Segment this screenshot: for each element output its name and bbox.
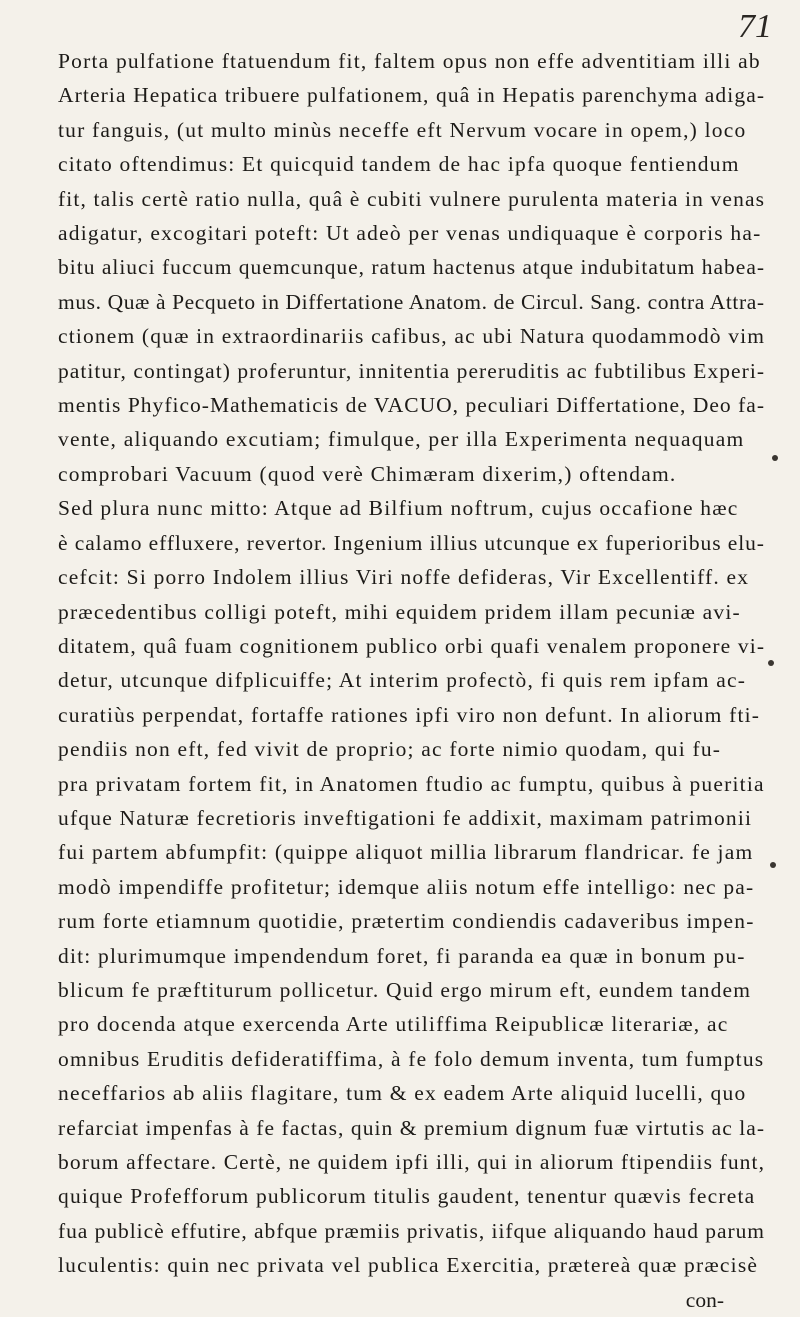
text-line: rum forte etiamnum quotidie, prætertim condiendis cadaveribus impen- [58,909,755,934]
text-line: borum affectare. Certè, ne quidem ipfi illi, qui in aliorum ftipendiis funt, [58,1150,766,1174]
text-line: vente, aliquando excutiam; fimulque, per illa Experimenta nequaquam [58,427,745,452]
margin-mark [768,660,774,666]
text-line: fit, talis certè ratio nulla, quâ è cubiti vulnere purulenta materia in venas [58,186,766,211]
text-line: patitur, contingat) proferuntur, innitentia pereruditis ac fubtilibus Experi- [58,358,766,383]
text-line: ctionem (quæ in extraordinariis cafibus, ac ubi Natura quodammodò vim [58,324,766,349]
text-line: quique Profefforum publicorum titulis gaudent, tenentur quævis fecreta [58,1184,756,1209]
margin-mark [770,862,776,868]
text-line: ufque Naturæ fecretioris inveftigationi fe addixit, maximam patrimonii [58,805,753,830]
text-line: fui partem abfumpfit: (quippe aliquot millia librarum flandricar. fe jam [58,840,754,865]
text-line: curatiùs perpendat, fortaffe rationes ipfi viro non defunt. In aliorum fti- [58,702,761,727]
text-line: Sed plura nunc mitto: Atque ad Bilfium noftrum, cujus occafione hæc [58,496,739,521]
text-line: adigatur, excogitari poteft: Ut adeò per venas undiquaque è corporis ha- [58,221,762,246]
text-line: comprobari Vacuum (quod verè Chimæram dixerim,) oftendam. [58,461,677,486]
text-line: pro docenda atque exercenda Arte utiliffima Reipublicæ literariæ, ac [58,1012,729,1037]
text-line: bitu aliuci fuccum quemcunque, ratum hactenus atque indubitatum habea- [58,255,766,280]
margin-mark [772,455,778,461]
text-line: detur, utcunque difplicuiffe; At interim profectò, fi quis rem ipfam ac- [58,668,747,693]
text-line: è calamo effluxere, revertor. Ingenium illius utcunque ex fuperioribus elu- [58,530,765,555]
text-line: tur fanguis, (ut multo minùs neceffe eft Nervum vocare in opem,) loco [58,117,747,142]
text-line: mentis Phyfico-Mathematicis de VACUO, peculiari Differtatione, Deo fa- [58,393,765,418]
text-line: ditatem, quâ fuam cognitionem publico orbi quafi venalem proponere vi- [58,633,766,658]
text-line: dit: plurimumque impendendum foret, fi paranda ea quæ in bonum pu- [58,943,746,968]
text-line: mus. Quæ à Pecqueto in Differtatione Anatom. de Circul. Sang. contra Attra- [58,289,765,314]
text-line: refarciat impenfas à fe factas, quin & premium dignum fuæ virtutis ac la- [58,1115,766,1140]
text-line: pra privatam fortem fit, in Anatomen ftudio ac fumptu, quibus à pueritia [58,771,765,796]
text-line: Porta pulfatione ftatuendum fit, faltem opus non effe adventitiam illi ab [58,49,761,73]
text-line: luculentis: quin nec privata vel publica Exercitia, prætereà quæ præcisè [58,1253,759,1278]
text-line: pendiis non eft, fed vivit de proprio; ac forte nimio quodam, qui fu- [58,737,722,762]
catchword: con- [685,1287,724,1312]
body-text [58,44,764,1317]
text-line: fua publicè effutire, abfque præmiis privatis, iifque aliquando haud parum [58,1218,765,1243]
text-line: omnibus Eruditis defideratiffima, à fe folo demum inventa, tum fumptus [58,1046,765,1071]
text-line: modò impendiffe profitetur; idemque aliis notum effe intelligo: nec pa- [58,874,755,899]
text-line: neceffarios ab aliis flagitare, tum & ex eadem Arte aliquid lucelli, quo [58,1081,747,1106]
text-line: Arteria Hepatica tribuere pulfationem, quâ in Hepatis parenchyma adiga- [58,83,766,108]
text-line: præcedentibus colligi poteft, mihi equidem pridem illam pecuniæ avi- [58,599,741,624]
page-number: 71 [738,8,772,45]
text-line: citato oftendimus: Et quicquid tandem de hac ipfa quoque fentiendum [58,152,740,177]
text-line: cefcit: Si porro Indolem illius Viri noffe defideras, Vir Excellentiff. ex [58,565,750,590]
text-line: blicum fe præftiturum pollicetur. Quid ergo mirum eft, eundem tandem [58,977,752,1002]
